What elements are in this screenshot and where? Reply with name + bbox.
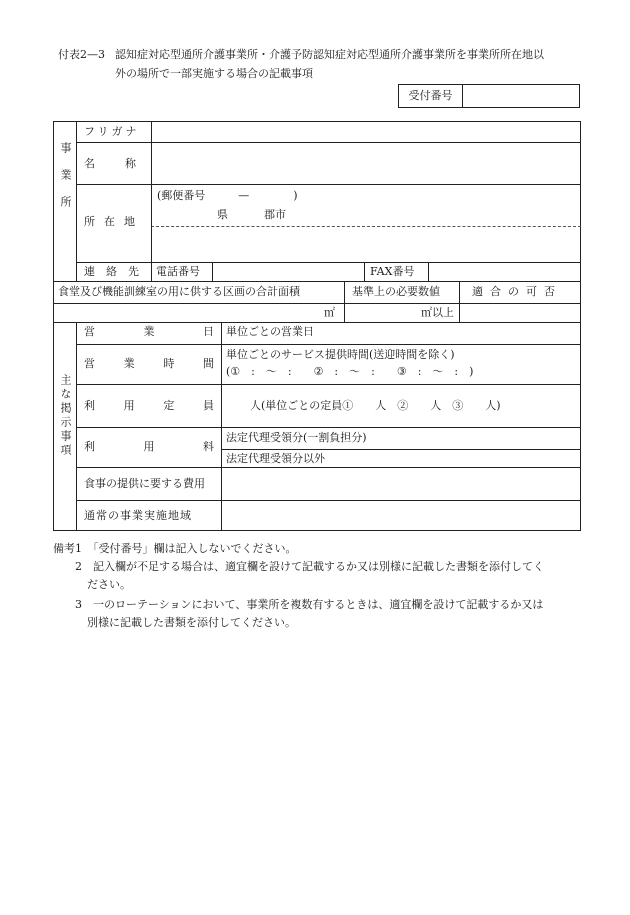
divider	[76, 467, 581, 468]
postal-code-field[interactable]: (郵便番号 — )	[157, 189, 298, 202]
form-title-line1: 認知症対応型通所介護事業所・介護予防認知症対応型通所介護事業所を事業所所在地以	[115, 48, 544, 61]
phone-field[interactable]	[216, 265, 360, 279]
furigana-label: フリガナ	[84, 125, 140, 138]
business-hours-value: 単位ごとのサービス提供時間(送迎時間を除く)	[226, 348, 455, 361]
dashed-divider	[151, 226, 581, 227]
divider	[76, 427, 581, 428]
fee-label: 利 用 料	[84, 440, 214, 453]
form-number: 付表2—3	[58, 48, 105, 61]
judgement-label: 適合の可否	[472, 285, 562, 298]
divider	[54, 303, 581, 304]
divider	[54, 322, 581, 323]
fax-label: FAX番号	[370, 265, 415, 278]
furigana-field[interactable]	[155, 125, 575, 139]
divider	[151, 122, 152, 281]
divider	[428, 262, 429, 281]
area-label: 食堂及び機能訓練室の用に供する区画の合計面積	[58, 285, 300, 298]
meal-cost-field[interactable]	[226, 472, 576, 496]
capacity-label: 利 用 定 員	[84, 399, 214, 412]
service-area-label: 通常の事業実施地域	[84, 509, 192, 522]
fee-value-statutory: 法定代理受領分(一割負担分)	[226, 431, 367, 444]
fax-field[interactable]	[432, 265, 577, 279]
meal-cost-label: 食事の提供に要する費用	[84, 477, 205, 490]
divider	[344, 281, 345, 322]
note-3-cont: 別様に記載した書類を添付してください。	[87, 616, 296, 629]
divider	[76, 384, 581, 385]
divider	[221, 449, 581, 450]
area-unit: ㎡	[324, 306, 335, 319]
name-label: 名称	[84, 157, 166, 170]
divider	[76, 322, 77, 531]
note-2: 2 記入欄が不足する場合は、適宜欄を設けて記載するか又は別様に記載した書類を添付してく	[75, 560, 544, 573]
divider	[54, 281, 581, 282]
divider	[76, 344, 581, 345]
prefecture-label: 県	[217, 208, 228, 221]
form-title-line2: 外の場所で一部実施する場合の記載事項	[115, 67, 313, 80]
divider	[364, 262, 365, 281]
address-label: 所在地	[84, 215, 144, 228]
note-3: 3 一のローテーションにおいて、事業所を複数有するときは、適宜欄を設けて記載するか又は	[75, 598, 544, 611]
business-hours-slots[interactable]: (① : 〜 : ② : 〜 : ③ : 〜 : )	[226, 365, 474, 378]
contact-label: 連絡先	[84, 265, 150, 278]
city-label: 郡市	[264, 208, 286, 221]
phone-label: 電話番号	[156, 265, 200, 278]
divider	[76, 122, 77, 281]
receipt-number-label: 受付番号	[399, 85, 463, 107]
business-day-value: 単位ごとの営業日	[226, 325, 314, 338]
name-field[interactable]	[155, 150, 575, 178]
capacity-value[interactable]: 人(単位ごとの定員① 人 ② 人 ③ 人)	[250, 399, 501, 412]
fee-value-other: 法定代理受領分以外	[226, 452, 325, 465]
business-day-label: 営 業 日	[84, 325, 214, 338]
form-table	[53, 121, 581, 531]
main-items-group-label: 主な掲示事項	[59, 374, 72, 458]
note-1: 備考1 「受付番号」欄は記入しないでください。	[53, 542, 297, 555]
receipt-number-field[interactable]	[463, 85, 579, 107]
office-group-label: 事業所	[59, 142, 72, 223]
divider	[221, 322, 222, 531]
divider	[459, 281, 460, 322]
required-unit: ㎡以上	[421, 306, 454, 319]
receipt-number-box	[398, 84, 580, 108]
divider	[212, 262, 213, 281]
required-value-label: 基準上の必要数値	[352, 285, 440, 298]
divider	[76, 500, 581, 501]
note-2-cont: ださい。	[87, 578, 131, 591]
service-area-field[interactable]	[226, 505, 576, 527]
business-hours-label: 営 業 時 間	[84, 357, 214, 370]
